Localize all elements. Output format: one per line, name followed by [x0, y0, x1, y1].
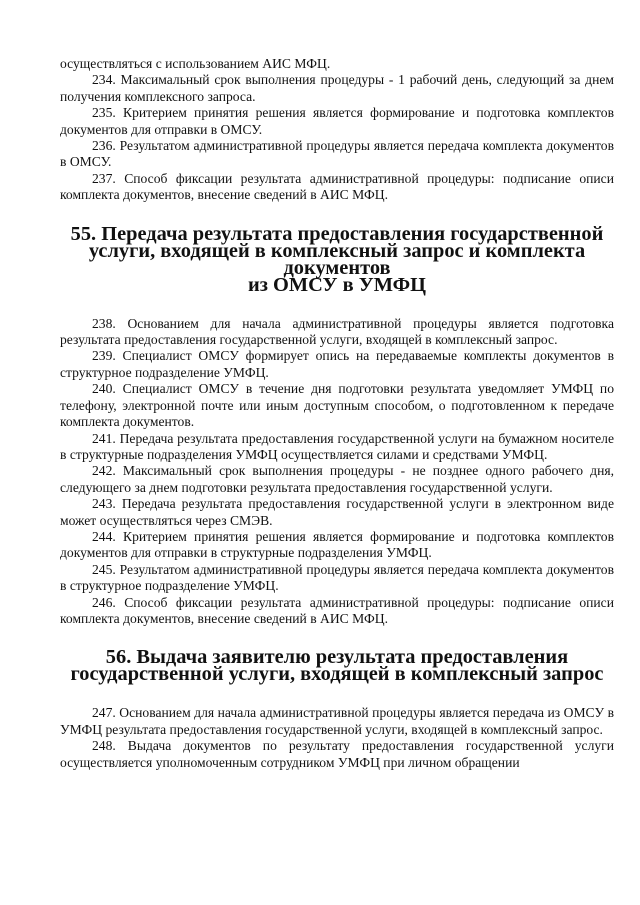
- paragraph-248: 248. Выдача документов по результату предоставления государственной услуги осуществляется уполномоченным сотрудником УМФЦ при личном обращении: [60, 738, 614, 770]
- paragraph-245: 245. Результатом административной процедуры является передача комплекта документов в структурное подразделение УМФЦ.: [60, 561, 614, 594]
- paragraph-236: 236. Результатом административной процедуры является передача комплекта документов в ОМСУ.: [60, 138, 614, 170]
- section-56-heading: [60, 646, 614, 686]
- document-page: [60, 56, 614, 771]
- paragraph-235: 235. Критерием принятия решения является формирование и подготовка комплектов документов для отправки в ОМСУ.: [60, 105, 614, 137]
- section-56-heading-line: государственной услуги, входящей в комплексный запрос: [70, 663, 604, 686]
- paragraph-240: 240. Специалист ОМСУ в течение дня подготовки результата уведомляет УМФЦ по телефону, электронной почте или иным доступным способом, о подготовленном к передаче комплекта документов.: [60, 381, 614, 430]
- section-55-heading-line: из ОМСУ в УМФЦ: [247, 273, 427, 296]
- paragraph-242: 242. Максимальный срок выполнения процедуры - не позднее одного рабочего дня, следующего за днем подготовки результата предоставления государственной услуги.: [60, 463, 614, 495]
- section-55-heading-line: услуги, входящей в комплексный запрос и комплекта документов: [88, 239, 586, 279]
- paragraph-234: 234. Максимальный срок выполнения процедуры - 1 рабочий день, следующий за днем получения комплексного запроса.: [60, 72, 614, 104]
- section-56-heading-line: 56. Выдача заявителю результата предоставления: [105, 646, 569, 669]
- paragraph-continuation: осуществляться с использованием АИС МФЦ.: [60, 56, 331, 71]
- section-55-heading-line: 55. Передача результата предоставления государственной: [70, 222, 604, 245]
- paragraph-238: 238. Основанием для начала административной процедуры является подготовка результата предоставления государственной услуги, входящей в комплексный запрос.: [60, 315, 614, 348]
- paragraph-241: 241. Передача результата предоставления государственной услуги на бумажном носителе в структурные подразделения УМФЦ осуществляется силами и средствами УМФЦ.: [60, 430, 614, 462]
- section-55-heading: [60, 222, 614, 296]
- paragraph-244: 244. Критерием принятия решения является формирование и подготовка комплектов документов для отправки в структурные подразделения УМФЦ.: [60, 528, 614, 561]
- paragraph-246: 246. Способ фиксации результата административной процедуры: подписание описи комплекта документов, внесение сведений в АИС МФЦ.: [60, 594, 614, 626]
- paragraph-239: 239. Специалист ОМСУ формирует опись на передаваемые комплекты документов в структурное подразделение УМФЦ.: [60, 348, 614, 380]
- paragraph-237: 237. Способ фиксации результата административной процедуры: подписание описи комплекта документов, внесение сведений в АИС МФЦ.: [60, 170, 614, 203]
- paragraph-247: 247. Основанием для начала административной процедуры является передача из ОМСУ в УМФЦ результата предоставления государственной услуги, входящей в комплексный запрос.: [60, 705, 614, 737]
- paragraph-243: 243. Передача результата предоставления государственной услуги в электронном виде может осуществляться через СМЭВ.: [60, 496, 614, 528]
